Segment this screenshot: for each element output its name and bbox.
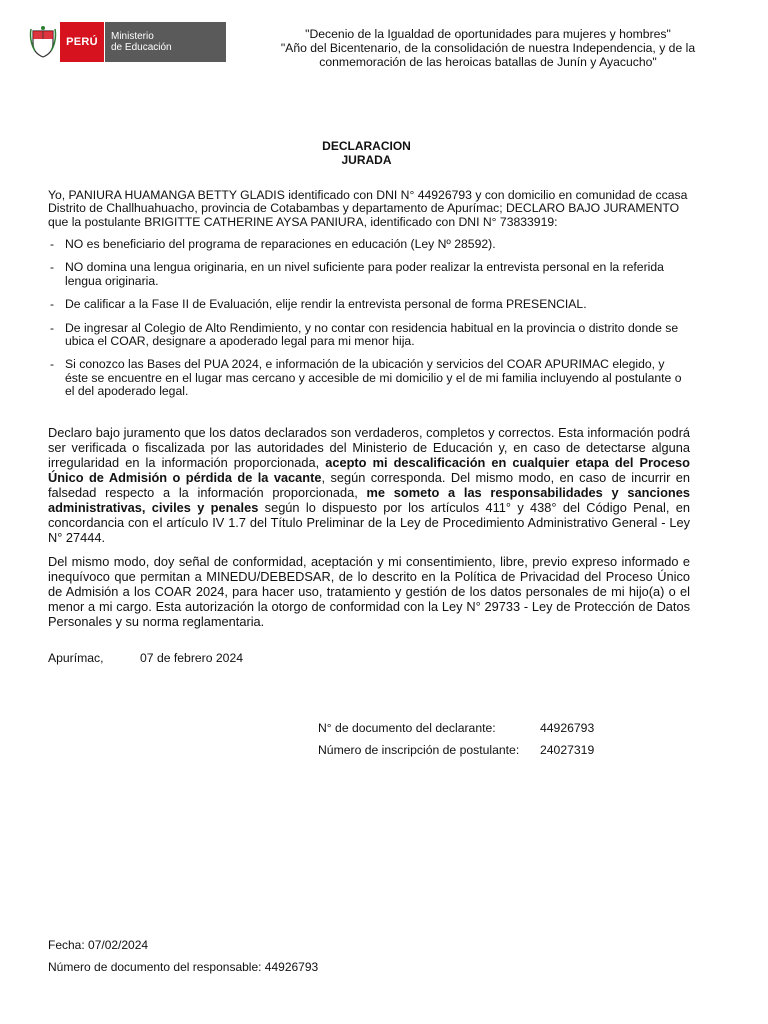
list-item-text: Si conozco las Bases del PUA 2024, e información de la ubicación y servicios del COAR APURIMAC elegido, y éste se encuentre en el lugar mas cercano y accesible de mi domicilio y el de mi familia incluyendo al postulante o el del apoderado legal. <box>65 357 682 399</box>
id-label: N° de documento del declarante: <box>318 721 496 735</box>
p1-text-2: , según corresponda. Del mismo modo, en caso de incurrir en falsedad respecto a la información proporcionada, <box>48 470 691 500</box>
date: 07 de febrero 2024 <box>140 651 243 665</box>
footer-responsible: Número de documento del responsable: 44926793 <box>48 960 319 974</box>
p1-text-3: según lo dispuesto por los artículos 411° y 438° del Código Penal, en concordancia con el artículo IV 1.7 del Título Preliminar de la Ley de Procedimiento Administrativo General - Ley N° 27444. <box>48 500 690 545</box>
bullet-dash: - <box>50 260 55 275</box>
id-value: 44926793 <box>540 721 595 735</box>
intro-paragraph: Yo, PANIURA HUAMANGA BETTY GLADIS identificado con DNI N° 44926793 y con domicilio en comunidad de ccasa Distrito de Challhuahuacho, provincia de Cotabambas y departamento de Apurímac; DECLARO BAJO JURAMENTO que la postulante BRIGITTE CATHERINE AYSA PANIURA, identificado con DNI N° 73833919: <box>48 188 688 229</box>
ministry-label <box>104 22 226 62</box>
list-item-text: De calificar a la Fase II de Evaluación, elije rendir la entrevista personal de forma PRESENCIAL. <box>65 297 587 312</box>
footer-date: Fecha: 07/02/2024 <box>48 938 149 952</box>
list-item-text: NO es beneficiario del programa de reparaciones en educación (Ley Nº 28592). <box>65 237 496 251</box>
place: Apurímac, <box>48 651 104 665</box>
minedu-logo <box>26 22 226 62</box>
document-footer <box>48 934 318 978</box>
p1-bold-1: acepto mi descalificación en cualquier etapa del Proceso Único de Admisión o pérdida de la vacante <box>48 455 690 485</box>
peru-label: PERÚ <box>60 22 104 62</box>
coat-of-arms-icon <box>26 22 60 62</box>
document-title <box>0 140 733 167</box>
id-value: 24027319 <box>540 743 595 757</box>
bullet-dash: - <box>50 237 55 251</box>
slogan-line-3: conmemoración de las heroicas batallas de Junín y Ayacucho" <box>319 55 657 70</box>
id-row <box>318 739 594 761</box>
bullet-dash: - <box>50 357 55 372</box>
list-item <box>50 261 690 288</box>
slogan-line-2: "Año del Bicentenario, de la consolidación de nuestra Independencia, y de la <box>280 41 696 56</box>
slogan-line-1: "Decenio de la Igualdad de oportunidades para mujeres y hombres" <box>305 27 671 41</box>
list-item <box>50 238 690 251</box>
list-item-text: De ingresar al Colegio de Alto Rendimiento, y no contar con residencia habitual en la provincia o distrito donde se ubica el COAR, designare a apoderado legal para mi menor hija. <box>65 320 679 349</box>
sworn-statement-paragraph <box>48 425 690 545</box>
list-item <box>50 298 690 311</box>
consent-paragraph: Del mismo modo, doy señal de conformidad, aceptación y mi consentimiento, libre, previo expreso informado e inequívoco que permitan a MINEDU/DEBEDSAR, de lo descrito en la Política de Privacidad del Proceso Único de Admisión a los COAR 2024, para hacer uso, tratamiento y gestión de los datos personales de mi hijo(a) o el menor a mi cargo. Esta autorización la otorgo de conformidad con la Ley N° 29733 - Ley de Protección de Datos Personales y su norma reglamentaria. <box>48 554 690 629</box>
ministry-line-1: Ministerio <box>111 31 154 42</box>
title-line-1: DECLARACION <box>322 139 411 153</box>
title-line-2: JURADA <box>341 152 392 167</box>
declaration-list <box>50 238 690 409</box>
bullet-dash: - <box>50 320 55 335</box>
id-row <box>318 717 594 739</box>
bullet-dash: - <box>50 297 55 312</box>
place-date <box>48 651 243 665</box>
p1-bold-2: me someto a las responsabilidades y sanciones administrativas, civiles y penales <box>48 485 690 515</box>
list-item <box>50 322 690 349</box>
list-item-text: NO domina una lengua originaria, en un nivel suficiente para poder realizar la entrevista personal en la referida lengua originaria. <box>65 260 664 288</box>
id-label: Número de inscripción de postulante: <box>318 743 520 757</box>
list-item <box>50 358 690 398</box>
identification-block <box>318 717 594 761</box>
p1-text-1: Declaro bajo juramento que los datos declarados son verdaderos, completos y correctos. Esta información podrá ser verificada o fiscalizada por las autoridades del Ministerio de Educación y, en caso de detectarse alguna irregularidad en la información proporcionada, <box>48 425 690 470</box>
ministry-line-2: de Educación <box>111 42 172 53</box>
header-slogans <box>238 27 738 70</box>
